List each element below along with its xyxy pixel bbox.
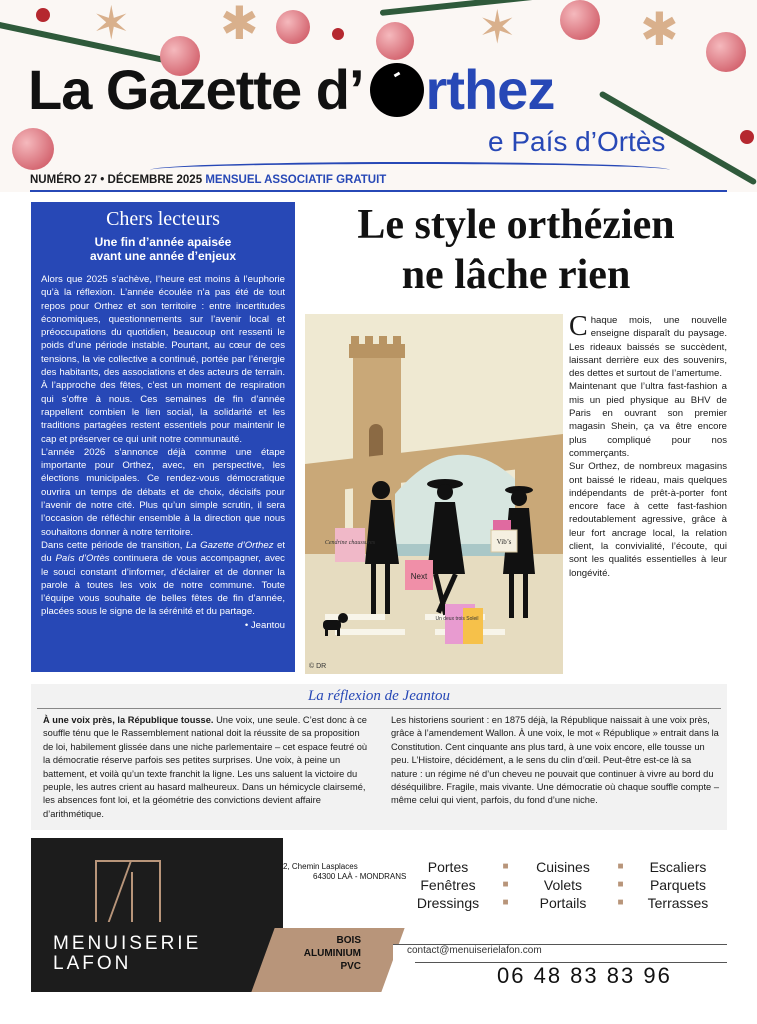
products-row	[403, 894, 723, 912]
masthead-title	[28, 58, 555, 121]
product-label: Portails	[539, 895, 587, 911]
editorial-italic-title: La Gazette d’Orthez	[185, 539, 274, 551]
reflexion-paragraph	[43, 714, 371, 821]
reflexion-lead: À une voix près, la République tousse.	[43, 715, 214, 725]
reflexion-divider	[37, 708, 721, 709]
editorial-italic-title: País d’Ortès	[55, 553, 110, 565]
editorial-text: continuera de vous accompagner, avec le souci constant d’informer, d’éclairer et de donner la parole à toutes les voix de notre commune. Toute l’équipe vous souhaite de belles fêtes de fin d’année, placées sous le signe de la sérénité et du partage.	[41, 553, 285, 618]
bag-label: Un deux trois Soleil	[435, 616, 479, 622]
editorial-text: Dans cette période de transition,	[41, 539, 186, 551]
fashion-illustration	[305, 314, 563, 674]
ad-phone: 06 48 83 83 96	[415, 962, 727, 992]
product-label: Parquets	[649, 877, 706, 893]
advertisement-menuiserie-lafon	[31, 838, 727, 992]
gingerbread-cookie-decoration: ✱	[220, 0, 259, 50]
ad-materials	[281, 934, 361, 973]
reflexion-text: Une voix, une seule. C’est donc à ce souffle ténu que le Rassemblement national doit la réussite de sa proposition de loi, habilement glissée dans une niche parlementaire – cet espace feutré où la démocratie réserve parfois ses petites surprises. Une voix, à peine un battement, et voilà qu’un texte franchit la ligne. Les uns saluent la victoire du peuple, les autres crient au hasard malheureux. Dans un hémicycle clairsemé, les absences font loi, et la géométrie des convictions devient affaire d’arithmétique.	[43, 715, 368, 819]
masthead	[0, 0, 757, 192]
illustration-svg	[305, 314, 563, 674]
material-label: BOIS	[336, 935, 361, 946]
masthead-subtitle: e País d’Ortès	[488, 126, 666, 157]
material-label: PVC	[340, 961, 361, 972]
ornament-ball	[560, 0, 600, 40]
product-label: Terrasses	[647, 895, 709, 911]
product-label: Cuisines	[536, 859, 590, 875]
berry-decoration	[36, 8, 50, 22]
bullet-square-icon: ■	[617, 897, 624, 908]
company-name-line1: MENUISERIE	[53, 933, 202, 954]
gingerbread-star-decoration: ✱	[640, 2, 679, 56]
shopping-bag-icon	[405, 560, 433, 590]
reflexion-paragraph: Les historiens sourient : en 1875 déjà, la République naissait à une voix près, grâce à l’amendement Wallon. À une voix, le mot « République » entrait dans la Constitution. Cent cinquante ans plus tard, à une voix encore, elle tousse un peu. L’Histoire, décidément, a le sens du clin d’œil. Peut-être est-ce là sa nature : un régime né d’un cheveu ne pouvait que continuer à vivre au bord du déséquilibre. Fragile, mais vivante. Une démocratie où chaque souffle compte – même celui qui vient, parfois, du fond d’une niche.	[391, 715, 719, 806]
headline-line1: Le style orthézien	[357, 202, 675, 248]
menuiserie-logo-icon	[95, 860, 161, 922]
bullet-square-icon: ■	[617, 861, 624, 872]
issue-type: MENSUEL ASSOCIATIF GRATUIT	[205, 174, 387, 186]
issue-number: NUMÉRO 27 • DÉCEMBRE 2025	[30, 174, 203, 186]
gingerbread-star-decoration: ✶	[478, 0, 517, 54]
masthead-title-part1: La Gazette d’	[28, 58, 364, 121]
product-label: Fenêtres	[420, 877, 476, 893]
editorial-paragraph: Alors que 2025 s’achève, l’heure est moins à l’euphorie qu’à la réflexion. L’année écoulée n’a pas été de tout repos pour Orthez et son territoire : entre incertitudes économiques, questionnements sur l’avenir local et préoccupations du quotidien, beaucoup ont ressenti le poids d’une période instable. Pourtant, au cœur de ces tensions, la vie collective a continué, portée par l’énergie des habitants, des associations et des acteurs de terrain. À l’approche des fêtes, c’est un moment de respiration qui s’offre à nous. Ces semaines de fin d’année rappellent combien le lien social, la solidarité et les traditions partagées restent essentiels pour maintenir le cap et préserver ce qui unit notre communauté.	[41, 274, 285, 445]
material-label: ALUMINIUM	[303, 948, 361, 959]
article-paragraph: Sur Orthez, de nombreux magasins ont baissé le rideau, mais quelques indépendants de prêt-à-porter font encore face à cette fast-fashion redoutablement agressive, grâce à leur fort ancrage local, la relation client, la convivialité, l’écoute, qui sont les qualités essentielles à leur longévité.	[569, 461, 727, 579]
reflexion-heading: La réflexion de Jeantou	[307, 688, 451, 704]
ad-products	[403, 858, 723, 912]
illustration-credit: © DR	[309, 663, 327, 670]
article-text: haque mois, une nouvelle enseigne disparaît du paysage. Les rideaux baissés se succèdent, laissant derrière eux des souvenirs, des dettes et surtout de l’amertume.	[569, 315, 727, 380]
reflexion-column-right	[391, 714, 719, 808]
ornament-ball	[12, 128, 54, 170]
editorial-heading: Chers lecteurs	[106, 208, 220, 230]
bullet-square-icon: ■	[502, 879, 509, 890]
berry-decoration	[740, 130, 754, 144]
article-headline	[305, 200, 727, 300]
ad-address	[283, 862, 406, 882]
article-paragraph	[569, 311, 727, 380]
issue-line	[30, 174, 386, 186]
editorial-text: et du	[41, 539, 286, 565]
ornament-ball	[376, 22, 414, 60]
reflexion-column-left	[43, 714, 371, 821]
editorial-subheading	[41, 235, 285, 263]
editorial-paragraph	[41, 539, 285, 619]
ad-company-name	[53, 934, 201, 974]
ad-logo-panel	[31, 838, 283, 992]
header-rule	[30, 190, 727, 192]
editorial-box	[31, 202, 295, 672]
address-line2: 64300 LAÀ - MONDRANS	[313, 872, 407, 881]
editorial-paragraph: L’année 2026 s’annonce déjà comme une étape importante pour Orthez, avec, en perspective, les élections municipales. Ce rendez-vous démocratique ouvrira un temps de débats et de choix, décisifs pour l’avenir de notre cité. Plus qu’un simple scrutin, il sera l’occasion de réfléchir ensemble à la direction que nous souhaitons donner à notre territoire.	[41, 446, 285, 538]
ornament-ball	[276, 10, 310, 44]
product-label: Portes	[427, 859, 469, 875]
ornament-ball	[706, 32, 746, 72]
bag-label: Cendrine chaussures	[324, 540, 376, 546]
editorial-body	[41, 273, 285, 632]
logo-o-mark	[370, 63, 424, 117]
products-row	[403, 858, 723, 876]
gingerbread-star-decoration: ✶	[92, 0, 131, 50]
bag-label: Next	[410, 572, 428, 581]
masthead-title-part2: rthez	[425, 58, 555, 121]
bullet-square-icon: ■	[502, 861, 509, 872]
bullet-square-icon: ■	[617, 879, 624, 890]
bullet-square-icon: ■	[502, 897, 509, 908]
headline-line2: ne lâche rien	[401, 252, 631, 298]
article-paragraph: Maintenant que l’ultra fast-fashion a mis un pied physique au BHV de Paris en ouvrant son premier magasin Shein, ça va être encore plus compliqué pour nos commerçants.	[569, 381, 727, 459]
berry-decoration	[332, 28, 344, 40]
drop-cap: C	[569, 311, 588, 342]
product-label: Volets	[543, 877, 583, 893]
article-body	[569, 311, 727, 580]
editorial-signature: • Jeantou	[244, 619, 285, 631]
editorial-subheading-line2: avant une année d’enjeux	[89, 249, 237, 263]
company-name-line2: LAFON	[53, 953, 132, 974]
products-row	[403, 876, 723, 894]
reflexion-box	[31, 684, 727, 830]
ad-email: contact@menuiserielafon.com	[393, 944, 727, 962]
address-line1: 2, Chemin Lasplaces	[283, 862, 358, 871]
editorial-subheading-line1: Une fin d’année apaisée	[94, 235, 232, 249]
bag-label: Vib’s	[496, 538, 512, 546]
product-label: Dressings	[416, 895, 480, 911]
product-label: Escaliers	[649, 859, 707, 875]
